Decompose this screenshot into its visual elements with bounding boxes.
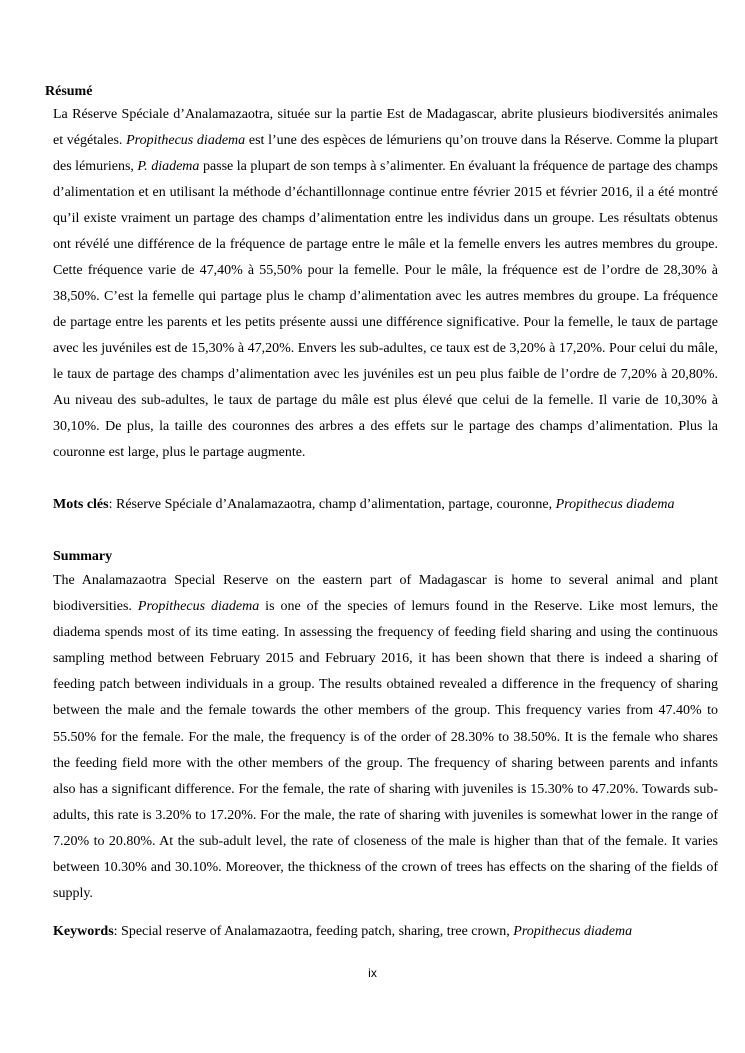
resume-text-segment: passe la plupart de son temps à s’alimenter. En évaluant la fréquence de partage des champs d’alimentation et en utilisant la méthode d’échantillonnage continue entre février 2015 et février 2016, il a été montré qu’il existe vraiment un partage des champs d’alimentation entre les individus dans un groupe. Les résultats obtenus ont révélé une différence de la fréquence de partage entre le mâle et la femelle envers les autres membres du groupe. Cette fréquence varie de 47,40% à 55,50% pour la femelle. Pour le mâle, la fréquence est de l’ordre de 28,30% à 38,50%. C’est la femelle qui partage plus le champ d’alimentation avec les autres membres du groupe. La fréquence de partage entre les parents et les petits présente aussi une différence significative. Pour la femelle, le taux de partage avec les juvéniles est de 15,30% à 47,20%. Envers les sub-adultes, ce taux est de 3,20% à 17,20%. Pour celui du mâle, le taux de partage des champs d’alimentation avec les juvéniles est un peu plus faible de l’ordre de 7,20% à 20,80%. Au niveau des sub-adultes, le taux de partage du mâle est plus élevé que celui de la femelle. Il varie de 10,30% à 30,10%. De plus, la taille des couronnes des arbres a des effets sur le partage des champs d’alimentation. Plus la couronne est large, plus le partage augmente. [53,159,718,460]
keywords-species: Propithecus diadema [513,924,633,939]
resume-species-name: Propithecus diadema [126,133,246,148]
summary-text-segment: The Analamazaotra Special Reserve on the eastern part of Madagascar is home to several animal and plant biodiversities. [53,573,718,615]
summary-paragraph [53,568,718,907]
resume-paragraph [53,102,718,466]
mots-cles-line [53,492,718,518]
mots-cles-species: Propithecus diadema [555,497,675,512]
mots-cles-label: Mots clés [53,497,109,512]
resume-text-segment: La Réserve Spéciale d’Analamazaotra, située sur la partie Est de Madagascar, abrite plusieurs biodiversités animales et végétales. [53,107,718,148]
keywords-line [53,919,718,945]
resume-heading: Résumé [45,84,93,99]
keywords-label: Keywords [53,924,114,939]
summary-text-segment: is one of the species of lemurs found in the Reserve. Like most lemurs, the diadema spends most of its time eating. In assessing the frequency of feeding field sharing and using the continuous sampling method between February 2015 and February 2016, it has been shown that there is indeed a sharing of feeding patch between individuals in a group. The results obtained revealed a difference in the frequency of sharing between the male and the female towards the other members of the group. This frequency varies from 47.40% to 55.50% for the female. For the male, the frequency is of the order of 28.30% to 38.50%. It is the female who shares the feeding field more with the other members of the group. The frequency of sharing between parents and infants also has a significant difference. For the female, the rate of sharing with juveniles is 15.30% to 47.20%. Towards sub-adults, this rate is 3.20% to 17.20%. For the male, the rate of sharing with juveniles is somewhat lower in the range of 7.20% to 20.80%. At the sub-adult level, the rate of closeness of the male is higher than that of the female. It varies between 10.30% and 30.10%. Moreover, the thickness of the crown of trees has effects on the sharing of the fields of supply. [53,599,718,902]
summary-species-name: Propithecus diadema [137,599,260,615]
resume-text-segment: est l’une des espèces de lémuriens qu’on trouve dans la Réserve. Comme la plupart des lémuriens, [53,133,718,174]
keywords-text: : Special reserve of Analamazaotra, feeding patch, sharing, tree crown, [113,924,514,939]
resume-species-abbrev: P. diadema [137,159,200,174]
mots-cles-text: : Réserve Spéciale d’Analamazaotra, champ d’alimentation, partage, couronne, [108,497,556,512]
page-number: ix [368,966,377,980]
summary-heading: Summary [53,549,113,564]
